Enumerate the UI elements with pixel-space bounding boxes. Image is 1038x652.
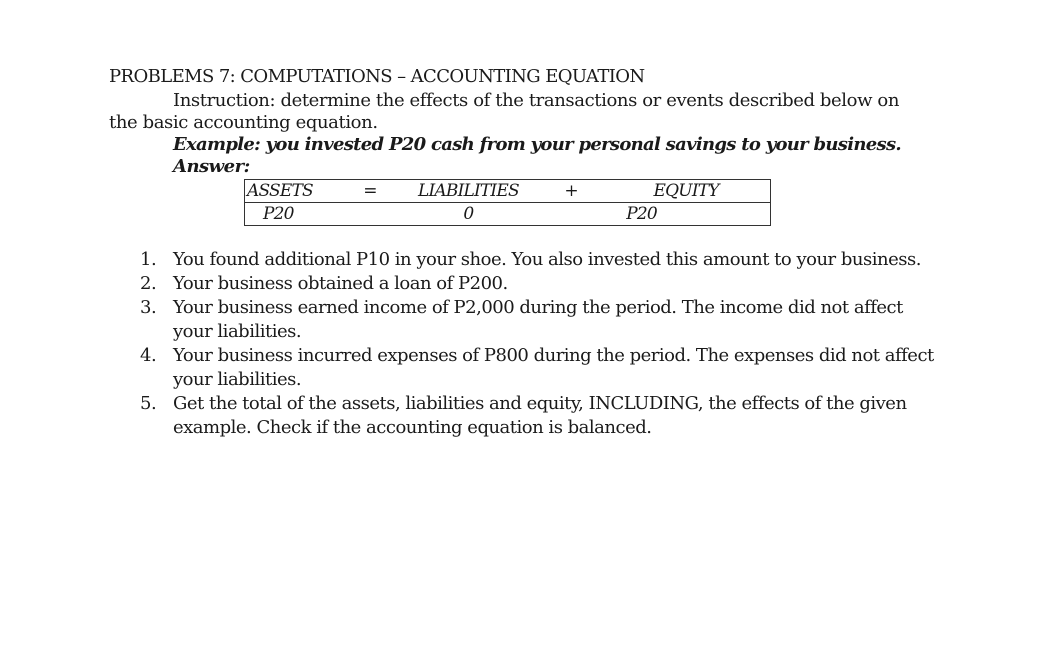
list-item	[140, 392, 940, 440]
liabilities-value: 0	[397, 203, 540, 226]
item-number: 3.	[140, 297, 157, 318]
instruction-paragraph: Instruction: determine the effects of the transactions or events described below on the basic accounting equation.	[109, 90, 900, 133]
item-number: 4.	[140, 345, 157, 366]
answer-label: Answer:	[173, 156, 250, 177]
page-title: PROBLEMS 7: COMPUTATIONS – ACCOUNTING EQUATION	[109, 66, 645, 87]
item-text: Get the total of the assets, liabilities and equity, INCLUDING, the effects of the given example. Check if the accounting equation is balanced.	[173, 393, 907, 438]
list-item	[140, 248, 940, 272]
item-text: Your business earned income of P2,000 during the period. The income did not affect your liabilities.	[173, 297, 903, 342]
assets-header: ASSETS	[245, 180, 344, 203]
item-text: Your business obtained a loan of P200.	[173, 273, 508, 294]
assets-value: P20	[245, 203, 344, 226]
table-row	[245, 203, 771, 226]
empty-cell	[540, 203, 602, 226]
list-item	[140, 344, 940, 392]
item-number: 5.	[140, 393, 157, 414]
item-text: You found additional P10 in your shoe. You also invested this amount to your business.	[173, 249, 921, 270]
equals-sign: =	[343, 180, 397, 203]
equity-header: EQUITY	[602, 180, 770, 203]
item-number: 2.	[140, 273, 157, 294]
accounting-equation-table	[244, 179, 771, 226]
empty-cell	[343, 203, 397, 226]
list-item	[140, 272, 940, 296]
list-item	[140, 296, 940, 344]
plus-sign: +	[540, 180, 602, 203]
example-text: Example: you invested P20 cash from your personal savings to your business.	[173, 134, 901, 155]
liabilities-header: LIABILITIES	[397, 180, 540, 203]
item-number: 1.	[140, 249, 157, 270]
equity-value: P20	[602, 203, 770, 226]
table-header-row	[245, 180, 771, 203]
problem-list	[140, 248, 940, 440]
item-text: Your business incurred expenses of P800 during the period. The expenses did not affect your liabilities.	[173, 345, 934, 390]
